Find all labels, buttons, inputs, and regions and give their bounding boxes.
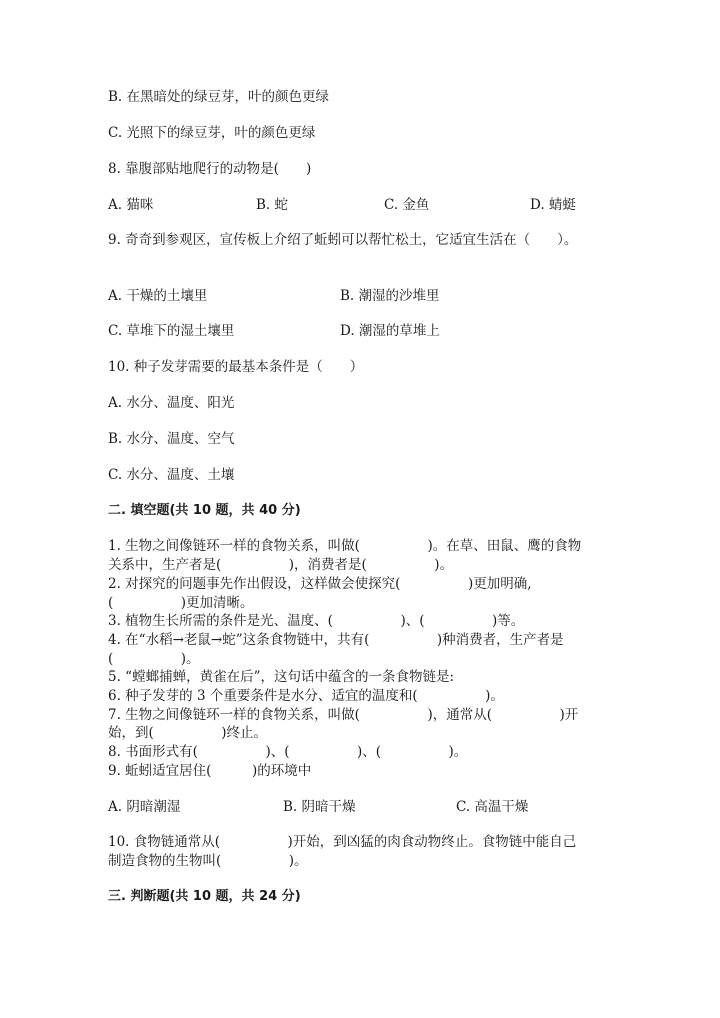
fill-line: 关系中，生产者是( )，消费者是( )。 [108,557,454,573]
fill-line: 始，到( )终止。 [108,725,268,741]
fill-q9-option-b: B. 阴暗干燥 [283,799,356,815]
fill-line: 7. 生物之间像链环一样的食物关系，叫做( )，通常从( )开 [108,707,579,723]
fill-line: 8. 书面形式有( )、( )、( )。 [108,744,468,760]
fill-line: 4. 在“水稻→老鼠→蛇”这条食物链中，共有( )种消费者，生产者是 [108,632,564,648]
fill-line: 3. 植物生长所需的条件是光、温度、( )、( )等。 [108,613,525,629]
q9-option-d: D. 潮湿的草堆上 [340,323,440,339]
q10-option-b: B. 水分、温度、空气 [108,431,235,447]
q10-option-a: A. 水分、温度、阳光 [108,395,235,411]
q8-option-c: C. 金鱼 [384,197,430,213]
fill-line: 6. 种子发芽的 3 个重要条件是水分、适宜的温度和( )。 [108,688,504,704]
fill-line: 1. 生物之间像链环一样的食物关系，叫做( )。在草、田鼠、鹰的食物 [108,538,582,554]
section3-title: 三. 判断题(共 10 题，共 24 分) [108,889,301,904]
q8-option-b: B. 蛇 [256,197,289,213]
q9-option-c: C. 草堆下的湿土壤里 [108,323,235,339]
q8-option-d: D. 蜻蜓 [530,197,576,213]
q9-option-a: A. 干燥的土壤里 [108,288,208,304]
q10-option-c: C. 水分、温度、土壤 [108,467,235,483]
fill-line: 5. “螳螂捕蝉，黄雀在后”，这句话中蕴含的一条食物链是: [108,669,455,685]
fill-line: 制造食物的生物叫( )。 [108,853,308,869]
section2-title: 二. 填空题(共 10 题，共 40 分) [108,503,301,518]
q9-option-b: B. 潮湿的沙堆里 [340,288,440,304]
fill-line: 9. 蚯蚓适宜居住( )的环境中 [108,763,312,779]
q8-option-a: A. 猫咪 [108,197,154,213]
q9-stem: 9. 奇奇到参观区，宣传板上介绍了蚯蚓可以帮忙松土，它适宜生活在（ ）。 [108,232,578,248]
q8-stem: 8. 靠腹部贴地爬行的动物是( ) [108,161,312,177]
fill-line: 2. 对探究的问题事先作出假设，这样做会使探究( )更加明确, [108,576,532,592]
fill-q9-option-c: C. 高温干燥 [456,799,529,815]
fill-line: 10. 食物链通常从( )开始，到凶猛的肉食动物终止。食物链中能自己 [108,834,577,850]
q7-option-c: C. 光照下的绿豆芽，叶的颜色更绿 [108,125,316,141]
fill-line: ( )。 [108,651,200,667]
fill-line: ( )更加清晰。 [108,595,254,611]
q7-option-b: B. 在黑暗处的绿豆芽，叶的颜色更绿 [108,89,330,105]
fill-q9-option-a: A. 阴暗潮湿 [108,799,181,815]
q10-stem: 10. 种子发芽需要的最基本条件是（ ） [108,359,364,375]
